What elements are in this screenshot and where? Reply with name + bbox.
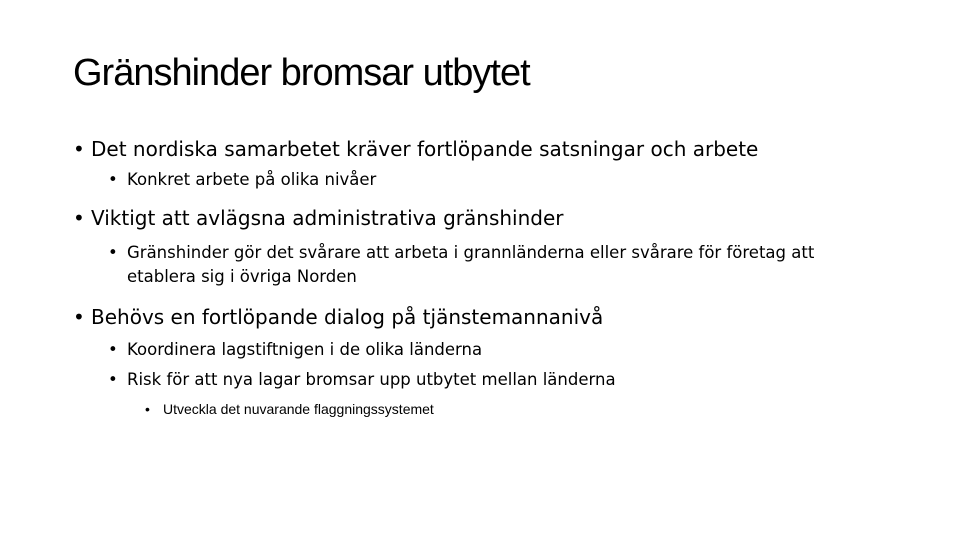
bullet-item (73, 205, 564, 231)
bullet-dot: • (108, 170, 118, 189)
bullet-text: Viktigt att avlägsna administrativa gränshinder (91, 206, 564, 230)
sub-sub-bullet-item (145, 399, 434, 419)
slide-title: Gränshinder bromsar utbytet (73, 52, 530, 94)
bullet-text: Koordinera lagstiftnigen i de olika länderna (127, 340, 483, 359)
bullet-item (73, 136, 758, 162)
bullet-item (73, 304, 603, 330)
sub-bullet-item (108, 338, 482, 362)
bullet-dot: • (108, 243, 118, 262)
bullet-text: Konkret arbete på olika nivåer (127, 170, 377, 189)
bullet-dot: • (145, 401, 150, 417)
bullet-dot: • (108, 340, 118, 359)
sub-bullet-item (108, 368, 616, 392)
bullet-dot: • (73, 206, 85, 230)
bullet-dot: • (73, 137, 85, 161)
bullet-text: Risk för att nya lagar bromsar upp utbytet mellan länderna (127, 370, 616, 389)
bullet-text: Utveckla det nuvarande flaggningssystemet (163, 401, 434, 417)
bullet-text: Behövs en fortlöpande dialog på tjänstemannanivå (91, 305, 604, 329)
bullet-dot: • (108, 370, 118, 389)
bullet-text: Gränshinder gör det svårare att arbeta i grannländerna eller svårare för företag att etablera sig i övriga Norden (127, 243, 815, 286)
bullet-text: Det nordiska samarbetet kräver fortlöpande satsningar och arbete (91, 137, 759, 161)
bullet-dot: • (73, 305, 85, 329)
sub-bullet-item (108, 241, 837, 289)
sub-bullet-item (108, 168, 376, 192)
